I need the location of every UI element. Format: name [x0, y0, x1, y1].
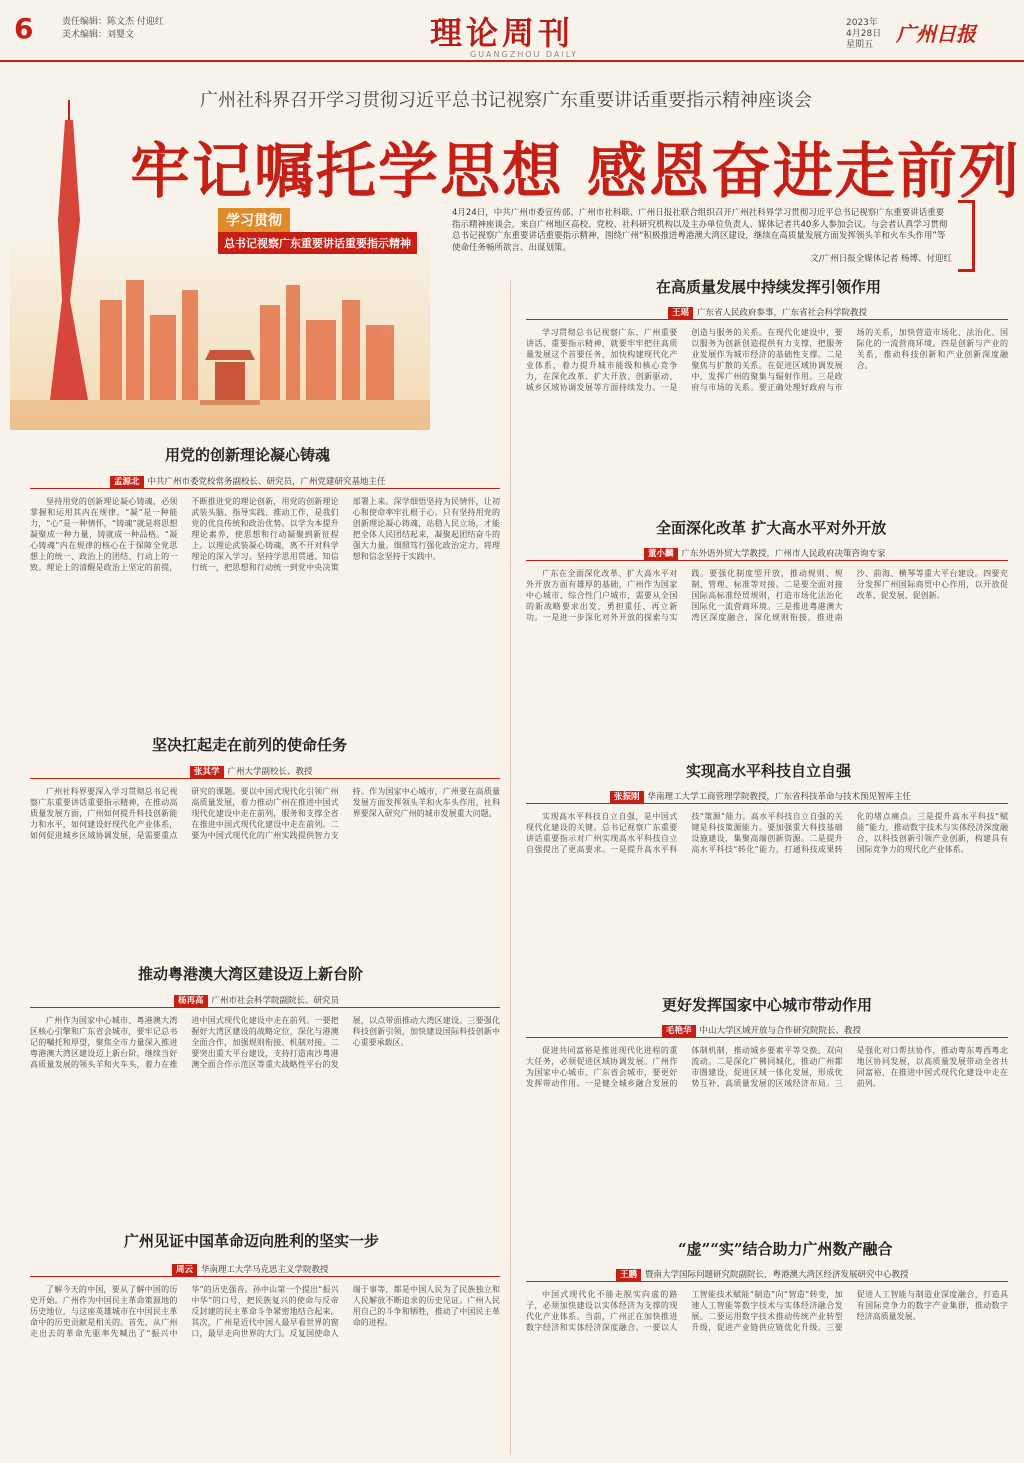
hero-title: 牢记嘱托学思想 感恩奋进走前列 [130, 137, 1021, 207]
article-title: 用党的创新理论凝心铸魂 [165, 446, 331, 464]
author-role: 广东省人民政府参事，广东省社会科学院教授 [697, 308, 868, 318]
article-byline [668, 306, 867, 318]
article-title: 更好发挥国家中心城市带动作用 [662, 996, 873, 1014]
issue-date [846, 18, 881, 51]
author-name: 王瑶 [668, 307, 693, 319]
article-byline [662, 1024, 861, 1036]
author-name: 王鹏 [616, 1269, 641, 1281]
article-paragraph: 广东在全面深化改革、扩大高水平对外开放方面有雄厚的基础，广州作为国家中心城市、综合性门户城市，需要从全国的新战略要求出发，勇担重任、再立新功。一是进一步深化对外开放的探索与实践。要强化制度型开放，推动规则、规制、管理、标准等对接。二是要全面对接国际高标准经贸规则，打造市场化法治化国际化一流营商环境。三是推进粤港澳大湾区深度融合，深化规则衔接，推进南沙、前海、横琴等重大平台建设。四要充分发挥广州国际商贸中心作用，以开放促改革、促发展、促创新。 [526, 569, 1008, 622]
intro-credit: 文/广州日报全媒体记者 杨博、付迎红 [810, 254, 952, 264]
art-editor-line: 美术编辑：刘婴文 [62, 30, 135, 40]
article-paragraph: 广州作为国家中心城市、粤港澳大湾区核心引擎和广东省会城市，要牢记总书记的嘱托和厚望，聚焦全市力量深入推进粤港澳大湾区建设迈上新台阶，继续当好高质量发展的领头羊和火车头，着力在推进中国式现代化建设中走在前列。一要把握好大湾区建设的战略定位，深化与港澳全面合作，加强规则衔接、机制对接。二要突出重大平台建设，支持打造南沙粤港澳全面合作示范区等重大战略性平台的发展，以点带面推动大湾区建设。三要强化科技创新引领，加快建设国际科技创新中心重要承载区。 [30, 1016, 500, 1069]
author-role: 华南理工大学马克思主义学院教授 [201, 1265, 329, 1275]
author-role: 华南理工大学工商管理学院教授，广东省科技革命与技术预见智库主任 [647, 792, 912, 802]
author-role: 广州市社会科学院副院长、研究员 [211, 996, 340, 1006]
editor-credits [62, 16, 164, 42]
article-byline [190, 765, 313, 777]
article-body [30, 1284, 500, 1452]
date-week: 星期五 [846, 40, 874, 50]
article-byline [110, 475, 386, 487]
article-title: 实现高水平科技自立自强 [686, 762, 852, 780]
article-paragraph: 了解今天的中国，要从了解中国的历史开始。广州作为中国民主革命策源地的历史地位，与这座英雄城市在中国民主革命中的历史贡献是相关的。首先，从广州走出去的革命先驱率先喊出了“振兴中华”的历史强音。孙中山第一个提出“振兴中华”的口号，把民族复兴的使命与反帝反封建的民主革命斗争紧密地结合起来。其次，广州是近代中国人最早看世界的窗口，最早走向世界的大门。反复国使命人端于事等，都是中国人民为了民族独立和人民解放不断追求的历史见证。广州人民用自己的斗争和牺牲，推动了中国民主革命的进程。 [30, 1285, 500, 1338]
page-number: 6 [14, 12, 34, 45]
author-role: 广东外语外贸大学教授，广州市人民政府决策咨询专家 [681, 549, 886, 559]
canton-tower-illustration [10, 100, 430, 430]
divider [30, 1007, 500, 1008]
date-day: 4月28日 [846, 29, 882, 39]
section-title: 理论周刊 [430, 14, 575, 52]
article-paragraph: 中国式现代化不能走脱实向虚的路子，必须加快建设以实体经济为支撑的现代化产业体系。当前，广州正在加快推进数字经济和实体经济深度融合。一要以人工智能技术赋能“制造”向“智造”转变，加速人工智能等数字技术与实体经济融合发展。二要运用数字技术推动传统产业转型升级，促进产业链供应链优化升级。三要促进人工智能与制造业深度融合，打造具有国际竞争力的数字产业集群，推动数字经济高质量发展。 [526, 1290, 1008, 1332]
article-title: 推动粤港澳大湾区建设迈上新台阶 [138, 965, 364, 983]
author-name: 周云 [172, 1264, 197, 1276]
author-role: 中山大学区域开放与合作研究院院长、教授 [699, 1026, 862, 1036]
article-body [30, 496, 500, 718]
author-role: 广州大学副校长、教授 [227, 767, 313, 777]
article-title: “虚”“实”结合助力广州数产融合 [678, 1240, 893, 1258]
author-name: 张振刚 [610, 791, 644, 803]
article-title: 全面深化改革 扩大高水平对外开放 [656, 519, 887, 537]
article-byline [644, 547, 886, 559]
article-body [526, 811, 1008, 983]
article-byline [610, 790, 911, 802]
divider [526, 1281, 1008, 1282]
article-byline [174, 994, 339, 1006]
intro-bracket [958, 200, 975, 272]
divider [526, 1037, 1008, 1038]
article-title: 广州见证中国革命迈向胜利的坚实一步 [124, 1232, 380, 1250]
article-body [30, 786, 500, 956]
article-paragraph: 学习贯彻总书记视察广东、广州重要讲话、重要指示精神，就要牢牢把住高质量发展这个首要任务，加快构建现代化产业体系，着力提升城市能级和核心竞争力，在深化改革、扩大开放、创新驱动、城乡区域协调发展等方面持续发力。一是创造与服务的关系。在现代化建设中，要以服务为创新创造提供有力支撑，把服务业发展作为城市经济的基础性支撑。二是聚焦与扩散的关系。在促进区域协调发展中，发挥广州的聚集与辐射作用。三是政府与市场的关系。要正确处理好政府与市场的关系，加快营造市场化、法治化、国际化的一流营商环境。四是创新与产业的关系，推动科技创新和产业创新深度融合。 [526, 328, 1008, 392]
author-role: 暨南大学国际问题研究院副院长，粤港澳大湾区经济发展研究中心教授 [645, 1270, 909, 1280]
divider [30, 1276, 500, 1277]
masthead [0, 0, 1024, 62]
article-body [526, 1045, 1008, 1227]
author-role: 中共广州市委党校常务副校长、研究员，广州党建研究基地主任 [147, 477, 386, 487]
article-body [526, 1289, 1008, 1453]
article-title: 在高质量发展中持续发挥引领作用 [656, 278, 882, 296]
article-body [30, 1015, 500, 1211]
author-name: 孟源北 [110, 476, 144, 488]
article-paragraph: 促进共同富裕是推进现代化进程的重大任务，必须促进区域协调发展。广州作为国家中心城市、广东省会城市，要更好发挥带动作用。一是健全城乡融合发展的体制机制，推动城乡要素平等交换、双向流动。二是深化广佛同城化，推动广州都市圈建设，促进区域一体化发展，形成优势互补、高质量发展的区域经济布局。三是强化对口帮扶协作，推动粤东粤西粤北地区协同发展，以高质量发展带动全省共同富裕，在推进中国式现代化建设中走在前列。 [526, 1046, 1008, 1088]
article-paragraph: 实现高水平科技自立自强，是中国式现代化建设的关键。总书记视察广东重要讲话重要指示对广州实现高水平科技自立自强提出了更高要求。一是提升高水平科技“策源”能力。高水平科技自立自强的关键是科技策源能力。要加强重大科技基础设施建设，集聚高端创新资源。二是提升高水平科技“转化”能力，打通科技成果转化的堵点痛点。三是提升高水平科技“赋能”能力，推动数字技术与实体经济深度融合，以科技创新引领产业创新，构建具有国际竞争力的现代化产业体系。 [526, 812, 1008, 854]
section-subtitle-en: GUANGZHOU DAILY [470, 50, 579, 59]
author-name: 杨再高 [174, 995, 208, 1007]
newspaper-logo: 广州日报 [896, 22, 976, 46]
article-byline [172, 1263, 329, 1275]
divider [30, 778, 500, 779]
article-title: 坚决扛起走在前列的使命任务 [152, 736, 348, 754]
intro-paragraph [452, 208, 952, 266]
article-body [526, 568, 1008, 746]
badge-bottom-label: 总书记视察广东重要讲话重要指示精神 [218, 232, 417, 254]
author-name: 毛艳华 [662, 1025, 696, 1037]
campaign-badge [218, 208, 434, 254]
author-name: 张其学 [190, 766, 224, 778]
date-year: 2023年 [846, 18, 878, 28]
divider [526, 319, 1008, 320]
column-separator [510, 280, 511, 1455]
article-paragraph: 广州社科界要深入学习贯彻总书记视察广东重要讲话重要指示精神，在推动高质量发展方面，广州如何提升科技创新能力和水平，如何建设好现代化产业体系，如何促进城乡区域协调发展，是需要重点研究的课题。要以中国式现代化引领广州高质量发展，着力推动广州在推进中国式现代化建设中走在前列，服务和支撑全省在推进中国式现代化建设中走在前列。二要为中国式现代化的广州实践提供智力支持。作为国家中心城市，广州要在高质量发展方面发挥领头羊和火车头作用，社科界要深入研究广州的城市发展重大问题。 [30, 787, 500, 840]
badge-top-label: 学习贯彻 [218, 208, 290, 232]
hero-subtitle: 广州社科界召开学习贯彻习近平总书记视察广东重要讲话重要指示精神座谈会 [200, 90, 812, 111]
article-paragraph: 坚持用党的创新理论凝心铸魂，必须掌握和运用其内在规律。“凝”是一种能力，“心”是一种情怀，“铸魂”就是将思想凝聚成一种力量，铸就成一种品格。“凝心铸魂”内在规律的核心在于保障全党思想上的统一、政治上的团结、行动上的一致。理论上的清醒是政治上坚定的前提，不断推进党的理论创新，用党的创新理论武装头脑、指导实践、推动工作，是我们党的优良传统和政治优势。以学为本提升理论素养，使思想和行动凝聚到新征程上。以理论武装凝心铸魂，离不开对科学理论的深入学习。坚持学思用贯通、知信行统一，把思想和行动统一到党中央决策部署上来。深学细悟坚持为民情怀，让初心和使命率牢扎根于心。只有坚持用党的创新理论凝心铸魂，站稳人民立场，才能把全体人民团结起来，凝聚起团结奋斗的强大力量。细照笃行强化政治定力，将理想和信念坚持于实践中。 [30, 497, 500, 572]
author-name: 董小麟 [644, 548, 678, 560]
intro-text: 4月24日，中共广州市委宣传部、广州市社科联、广州日报社联合组织召开广州社科界学习贯彻习近平总书记视察广东重要讲话重要指示精神座谈会。来自广州地区高校、党校、社科研究机构以及主办单位负责人、媒体记者共40多人参加会议。与会者认真学习贯彻总书记视察广东重要讲话重要指示精神，围绕广州“积极推进粤港澳大湾区建设，继续在高质量发展方面发挥领头羊和火车头作用”等使命任务畅所欲言、出谋划策。 [452, 208, 948, 253]
divider [526, 803, 1008, 804]
article-body [526, 327, 1008, 505]
article-byline [616, 1268, 909, 1280]
divider [526, 560, 1008, 561]
divider [30, 488, 500, 489]
editor-line: 责任编辑：陈文杰 付迎红 [62, 17, 164, 27]
